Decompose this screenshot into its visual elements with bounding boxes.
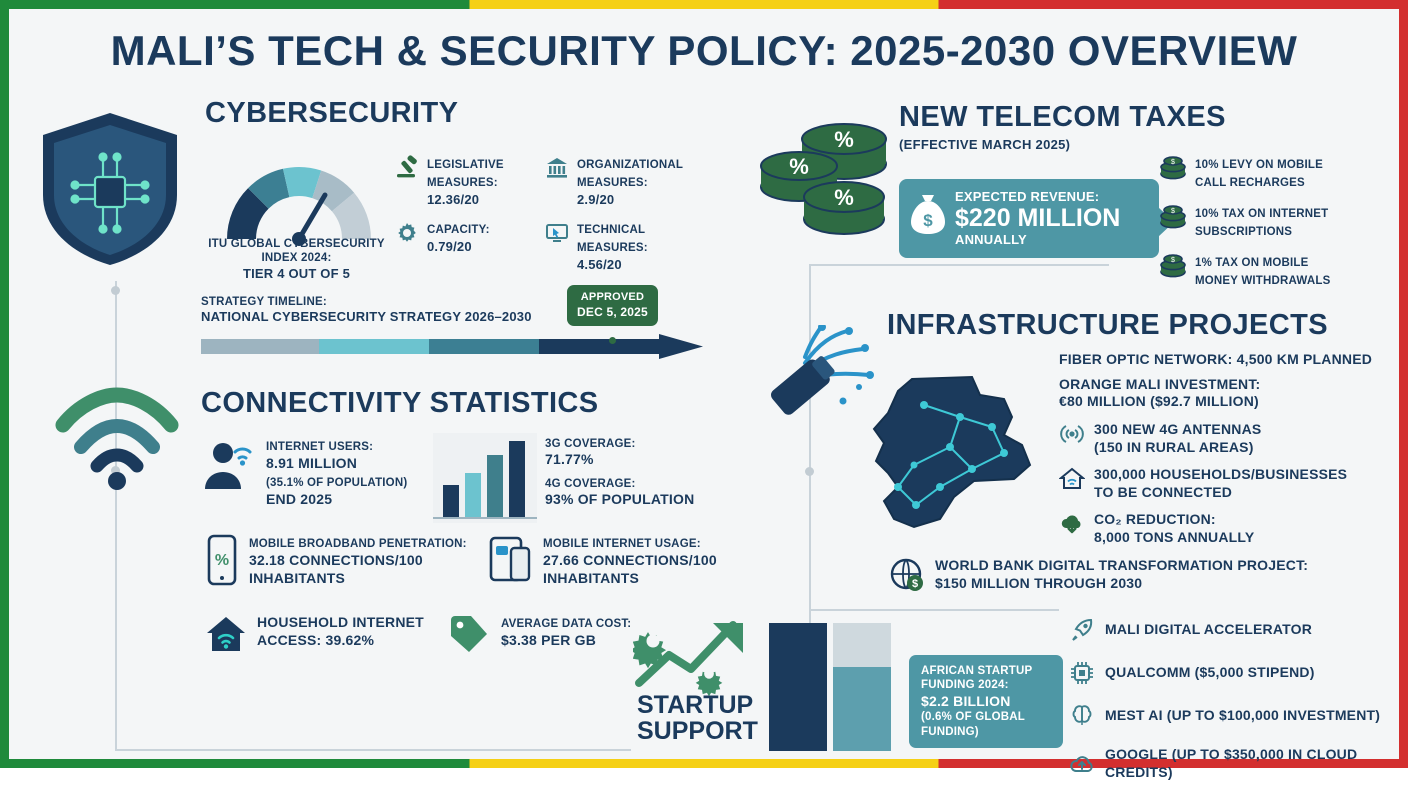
tablet-phone-icon — [489, 534, 533, 586]
measure-technical-label: TECHNICAL MEASURES: — [577, 224, 648, 254]
internet-users-block — [201, 437, 407, 509]
infra-antennas-line1: 300 NEW 4G ANTENNAS — [1094, 420, 1262, 437]
funding-line1: AFRICAN STARTUP — [921, 665, 1033, 677]
infra-co2-line1: CO₂ REDUCTION: — [1094, 510, 1216, 527]
internet-users-period: END 2025 — [266, 491, 333, 507]
section-heading-telecom: NEW TELECOM TAXES — [899, 101, 1226, 133]
partner-qualcomm-label: QUALCOMM ($5,000 STIPEND) — [1105, 664, 1315, 681]
section-heading-cybersecurity: CYBERSECURITY — [205, 97, 459, 129]
funding-line3: $2.2 BILLION — [921, 692, 1011, 709]
orange-investment-line1: ORANGE MALI INVESTMENT: — [1059, 375, 1261, 392]
cloud-down-icon — [1059, 511, 1085, 537]
gavel-icon — [394, 155, 420, 181]
rocket-icon — [1069, 617, 1095, 643]
data-cost-line2: $3.38 PER GB — [501, 632, 596, 648]
tax-item-3-line1: 1% TAX ON MOBILE — [1195, 257, 1309, 269]
internet-users-value: 8.91 MILLION — [266, 455, 358, 471]
mobile-broadband-block — [205, 534, 467, 588]
measure-technical — [544, 220, 714, 274]
miu-line1: MOBILE INTERNET USAGE: — [543, 538, 701, 550]
data-cost-block — [449, 614, 631, 654]
coins-stack-icon — [749, 109, 899, 249]
timeline-label: STRATEGY TIMELINE: — [201, 296, 327, 308]
approved-date: DEC 5, 2025 — [577, 304, 648, 319]
timeline-title: NATIONAL CYBERSECURITY STRATEGY 2026–2030 — [201, 309, 532, 325]
startup-growth-icon — [633, 617, 753, 697]
user-wifi-icon — [201, 437, 257, 495]
internet-users-label: INTERNET USERS: — [266, 441, 374, 453]
svg-text:$: $ — [923, 211, 933, 230]
svg-text:$: $ — [1171, 208, 1175, 215]
funding-line2: FUNDING 2024: — [921, 679, 1009, 692]
svg-text:%: % — [834, 185, 854, 210]
infra-item-households — [1059, 466, 1408, 502]
measure-legislative — [394, 155, 544, 209]
coverage-3g-label: 3G COVERAGE: — [545, 438, 636, 450]
infrastructure-list — [1059, 351, 1408, 556]
page-title: MALI’S TECH & SECURITY POLICY: 2025-2030 OVERVIEW — [110, 27, 1298, 74]
shield-icon — [35, 109, 185, 269]
measure-organizational-value: 2.9/20 — [577, 192, 615, 207]
infra-antennas-line2: (150 IN RURAL AREAS) — [1094, 438, 1254, 455]
startup-support-label — [637, 693, 758, 744]
gear-icon — [394, 220, 420, 246]
tax-item-2 — [1159, 204, 1399, 240]
revenue-label: EXPECTED REVENUE: — [955, 189, 1100, 204]
coins-icon — [1159, 155, 1187, 181]
wifi-icon — [51, 381, 181, 491]
measure-capacity-value: 0.79/20 — [427, 239, 472, 254]
coverage-4g-value: 93% OF POPULATION — [545, 491, 695, 508]
orange-investment-line2: €80 MILLION ($92.7 MILLION) — [1059, 393, 1259, 409]
infra-households-line2: TO BE CONNECTED — [1094, 483, 1233, 500]
fiber-optic-label: FIBER OPTIC NETWORK: 4,500 KM PLANNED — [1059, 351, 1373, 367]
measures-grid — [394, 155, 714, 285]
coverage-bar-chart — [433, 433, 537, 523]
tax-item-2-line1: 10% TAX ON INTERNET — [1195, 208, 1329, 220]
connector-startup-horizontal — [809, 609, 1059, 611]
tax-item-1-line2: CALL RECHARGES — [1195, 177, 1305, 189]
household-line1: HOUSEHOLD INTERNET — [257, 614, 424, 630]
measure-technical-value: 4.56/20 — [577, 257, 622, 272]
partner-google — [1069, 746, 1408, 781]
mbp-line2: 32.18 CONNECTIONS/100 — [249, 552, 423, 568]
expected-revenue-box — [899, 179, 1159, 258]
connector-dot-1 — [111, 286, 120, 295]
gauge-caption-line2: INDEX 2024: — [261, 252, 332, 265]
startup-partners-list — [1069, 617, 1408, 798]
funding-line4: (0.6% OF GLOBAL — [921, 711, 1025, 724]
gauge-caption — [199, 237, 394, 282]
worldbank-line1: WORLD BANK DIGITAL TRANSFORMATION PROJECT: — [935, 557, 1309, 573]
gauge-caption-tier: TIER 4 OUT OF 5 — [242, 265, 350, 281]
partner-accelerator-label: MALI DIGITAL ACCELERATOR — [1105, 621, 1313, 638]
svg-text:%: % — [214, 552, 230, 569]
approved-badge — [567, 285, 658, 326]
connector-dot-3 — [805, 467, 814, 476]
partner-accelerator — [1069, 617, 1408, 643]
mbp-line1: MOBILE BROADBAND PENETRATION: — [249, 538, 467, 550]
coverage-block — [545, 437, 694, 509]
antenna-icon — [1059, 421, 1085, 447]
svg-text:$: $ — [1171, 159, 1175, 166]
telecom-tax-list — [1159, 155, 1399, 302]
infra-co2-line2: 8,000 TONS ANNUALLY — [1094, 528, 1255, 545]
partner-mest-label: MEST AI (UP TO $100,000 INVESTMENT) — [1105, 707, 1381, 724]
infographic-canvas — [9, 9, 1399, 780]
tax-item-1 — [1159, 155, 1399, 191]
partner-google-label: GOOGLE (UP TO $350,000 IN CLOUD CREDITS) — [1105, 746, 1358, 780]
home-wifi-icon — [205, 614, 247, 654]
cloud-up-icon — [1069, 751, 1095, 777]
svg-text:$: $ — [911, 578, 919, 590]
measure-organizational — [544, 155, 714, 209]
svg-text:%: % — [789, 154, 809, 179]
svg-text:$: $ — [1171, 257, 1175, 264]
miu-line2: 27.66 CONNECTIONS/100 — [543, 552, 717, 568]
connector-left-vertical — [115, 281, 117, 751]
bank-icon — [544, 155, 570, 181]
globe-dollar-icon — [889, 557, 925, 593]
infra-households-line1: 300,000 HOUSEHOLDS/BUSINESSES — [1094, 465, 1348, 482]
startup-funding-bar-chart — [769, 623, 899, 751]
money-bag-icon — [909, 193, 947, 235]
partner-mest-ai — [1069, 703, 1408, 729]
connector-telecom-horizontal — [809, 264, 1109, 266]
tax-item-2-line2: SUBSCRIPTIONS — [1195, 226, 1293, 238]
price-tag-icon — [449, 614, 491, 654]
approved-marker — [609, 337, 616, 344]
chip-icon — [1069, 660, 1095, 686]
revenue-period: ANNUALLY — [955, 231, 1027, 247]
measure-legislative-value: 12.36/20 — [427, 192, 480, 207]
miu-line3: INHABITANTS — [543, 570, 640, 586]
worldbank-line2: $150 MILLION THROUGH 2030 — [935, 575, 1143, 591]
funding-line5: FUNDING) — [921, 725, 979, 738]
coins-icon — [1159, 204, 1187, 230]
revenue-value: $220 MILLION — [955, 204, 1121, 233]
timeline-arrow — [201, 332, 713, 360]
infra-item-co2 — [1059, 511, 1408, 547]
gauge-chart-itu-index — [214, 147, 384, 247]
section-heading-infrastructure: INFRASTRUCTURE PROJECTS — [887, 309, 1328, 341]
worldbank-row — [889, 557, 1319, 593]
tax-item-1-line1: 10% LEVY ON MOBILE — [1195, 159, 1323, 171]
internet-users-detail: (35.1% OF POPULATION) — [266, 477, 408, 489]
coverage-4g-label: 4G COVERAGE: — [545, 477, 636, 490]
measure-capacity — [394, 220, 544, 256]
mbp-line3: INHABITANTS — [249, 570, 346, 586]
brain-icon — [1069, 703, 1095, 729]
section-heading-connectivity: CONNECTIVITY STATISTICS — [201, 387, 599, 419]
monitor-icon — [544, 220, 570, 246]
mobile-internet-block — [489, 534, 717, 588]
coins-icon — [1159, 253, 1187, 279]
telecom-subheading: (EFFECTIVE MARCH 2025) — [899, 137, 1071, 152]
tax-item-3-line2: MONEY WITHDRAWALS — [1195, 275, 1331, 287]
measure-capacity-label: CAPACITY: — [427, 224, 490, 236]
measure-organizational-label: ORGANIZATIONAL MEASURES: — [577, 159, 683, 189]
tax-item-3 — [1159, 253, 1399, 289]
african-startup-funding-box — [909, 655, 1063, 748]
household-line2: ACCESS: 39.62% — [257, 632, 375, 648]
measure-legislative-label: LEGISLATIVE MEASURES: — [427, 159, 504, 189]
household-internet-block — [205, 614, 424, 654]
startup-label-line2: SUPPORT — [637, 716, 758, 745]
phone-percent-icon — [205, 534, 239, 586]
mali-map — [854, 369, 1054, 544]
gauge-caption-line1: ITU GLOBAL CYBERSECURITY — [208, 238, 385, 250]
partner-qualcomm — [1069, 660, 1408, 686]
startup-label-line1: STARTUP — [637, 691, 754, 719]
house-icon — [1059, 466, 1085, 492]
coverage-3g-value: 71.77% — [545, 451, 594, 468]
data-cost-line1: AVERAGE DATA COST: — [501, 618, 632, 630]
connector-bottom-horizontal — [115, 749, 631, 751]
approved-label: APPROVED — [580, 291, 645, 303]
infra-item-antennas — [1059, 421, 1408, 457]
svg-text:%: % — [834, 127, 854, 152]
